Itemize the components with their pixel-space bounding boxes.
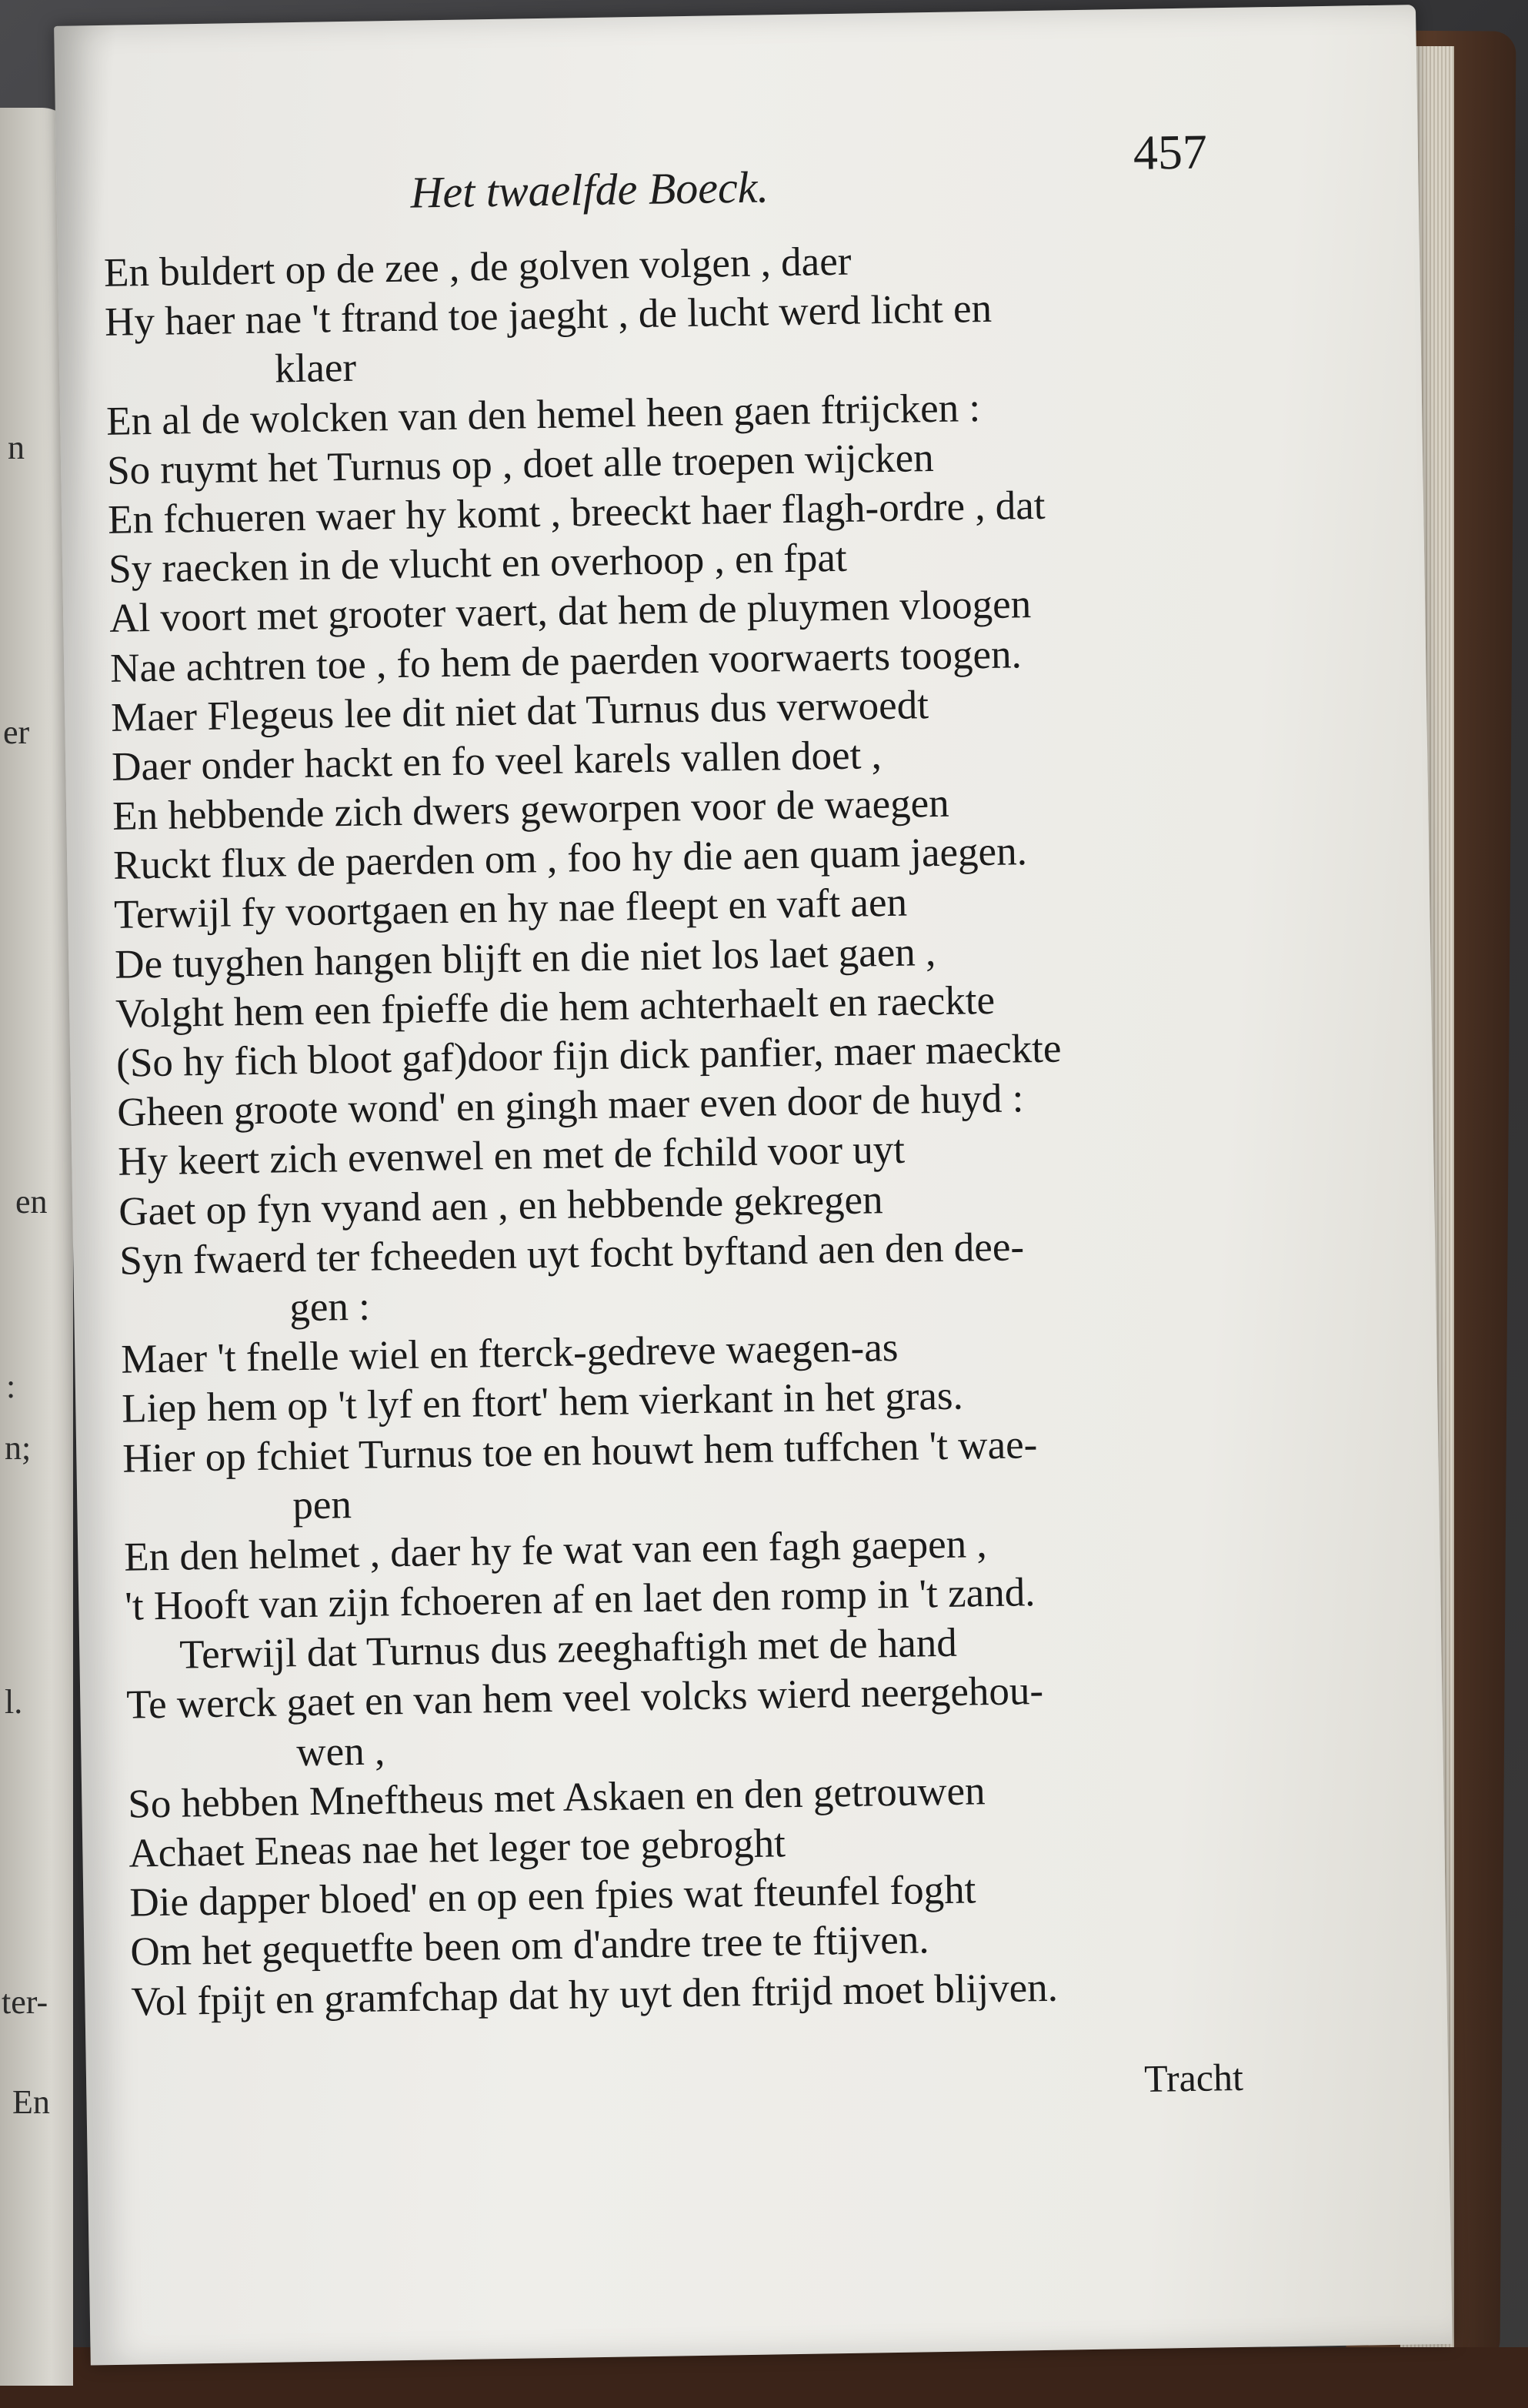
facing-page-fragment: : xyxy=(6,1368,16,1405)
page-number: 457 xyxy=(1133,124,1208,180)
facing-page-fragment: l. xyxy=(5,1683,23,1721)
verse-line: Liep hem op 't lyf en ftort' hem vierkant in het gras. xyxy=(121,1373,964,1432)
verse-line: En den helmet , daer hy fe wat van een fagh gaepen , xyxy=(123,1521,988,1580)
verse-line: En hebbende zich dwers geworpen voor de waegen xyxy=(112,780,950,839)
verse-line: Daer onder hackt en fo veel karels vallen doet , xyxy=(111,733,882,790)
facing-page-fragment: en xyxy=(15,1183,48,1221)
verse-line: Hy keert zich evenwel en met de fchild voor uyt xyxy=(117,1127,906,1185)
facing-page-fragment: n; xyxy=(5,1429,32,1467)
verse-line: Om het gequetfte been om d'andre tree te ftijven. xyxy=(129,1917,929,1975)
verse-line: Gaet op fyn vyand aen , en hebbende gekregen xyxy=(118,1177,883,1234)
verse-line: Maer 't fnelle wiel en fterck-gedreve waegen-as xyxy=(120,1325,899,1382)
verse-line: wen , xyxy=(295,1728,385,1775)
verse-line: Hy haer nae 't ftrand toe jaeght , de lucht werd licht en xyxy=(104,286,993,346)
verse-line: (So hy fich bloot gaf)door fijn dick panfier, maer maeckte xyxy=(115,1026,1062,1086)
verse-line: Volght hem een fpieffe die hem achterhaelt en raeckte xyxy=(115,977,996,1037)
verse-line: Ruckt flux de paerden om , foo hy die aen quam jaegen. xyxy=(112,829,1028,889)
verse-line: gen : xyxy=(289,1284,371,1331)
verse-line: Achaet Eneas nae het leger toe gebroght xyxy=(128,1821,786,1876)
verse-line: klaer xyxy=(274,346,357,392)
verse-line: En fchueren waer hy komt , breeckt haer flagh-ordre , dat xyxy=(107,483,1046,543)
facing-page-fragment: ter- xyxy=(2,1983,48,2021)
facing-page-fragment: n xyxy=(8,429,25,466)
poem-text xyxy=(104,229,1332,2026)
verse-line: En buldert op de zee , de golven volgen , daer xyxy=(103,239,852,296)
facing-page-fragment: En xyxy=(12,2083,50,2121)
verse-line: Nae achtren toe , fo hem de paerden voorwaerts toogen. xyxy=(109,631,1023,691)
verse-line: Syn fwaerd ter fcheeden uyt focht byftand aen den dee- xyxy=(118,1224,1025,1284)
verse-line: En al de wolcken van den hemel heen gaen ftrijcken : xyxy=(105,385,981,444)
verse-line: Terwijl fy voortgaen en hy nae fleept en vaft aen xyxy=(113,880,908,938)
verse-line: Hier op fchiet Turnus toe en houwt hem tuffchen 't wae- xyxy=(122,1421,1038,1481)
verse-line: Die dapper bloed' en op een fpies wat fteunfel foght xyxy=(128,1867,976,1925)
verse-line: pen xyxy=(292,1481,352,1528)
verse-line: 't Hooft van zijn fchoeren af en laet den romp in 't zand. xyxy=(124,1570,1036,1629)
verse-line: Te werck gaet en van hem veel volcks wierd neergehou- xyxy=(125,1668,1044,1728)
verse-line: Terwijl dat Turnus dus zeeghaftigh met de hand xyxy=(178,1620,958,1678)
verse-line: Gheen groote wond' en gingh maer even door de huyd : xyxy=(116,1076,1024,1135)
verse-line: So hebben Mneftheus met Askaen en den getrouwen xyxy=(127,1768,986,1827)
verse-line: Maer Flegeus lee dit niet dat Turnus dus verwoedt xyxy=(110,682,929,740)
book-page xyxy=(54,5,1453,2365)
verse-line: De tuyghen hangen blijft en die niet los laet gaen , xyxy=(114,929,936,987)
verse-line: So ruymt het Turnus op , doet alle troepen wijcken xyxy=(106,435,935,493)
verse-line: Vol fpijt en gramfchap dat hy uyt den ftrijd moet blijven. xyxy=(130,1965,1059,2025)
verse-line: Sy raecken in de vlucht en overhoop , en fpat xyxy=(108,535,848,592)
running-head: Het twaelfde Boeck. xyxy=(410,162,769,218)
catchword: Tracht xyxy=(1143,2055,1244,2100)
verse-line: Al voort met grooter vaert, dat hem de pluymen vloogen xyxy=(108,582,1032,642)
facing-page-fragment: er xyxy=(3,713,30,751)
